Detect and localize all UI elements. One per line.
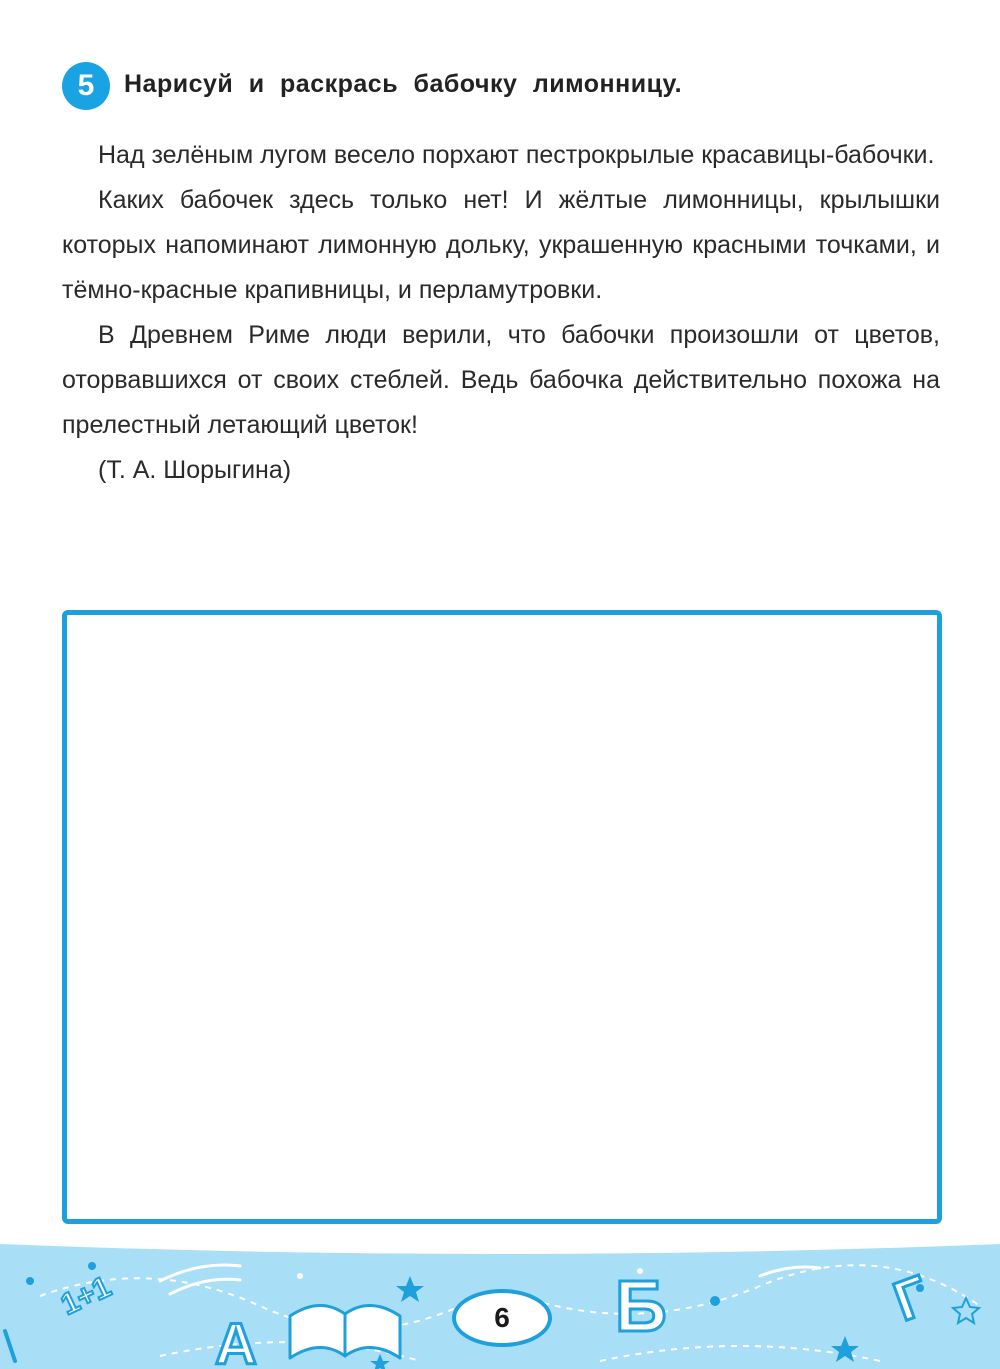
pencil-icon: [5, 1331, 15, 1361]
story-paragraph-2: Каких бабочек здесь только нет! И жёлтые лимонницы, крылышки которых напоминают лимонную дольку, украшенную красными точками, и тёмно-красные крапивницы, и перламутровки.: [62, 186, 940, 304]
task-title: Нарисуй и раскрась бабочку лимонницу.: [124, 70, 683, 98]
task-number-badge: 5: [62, 62, 110, 110]
page-number-badge: [452, 1289, 552, 1347]
book-icon: [290, 1305, 400, 1358]
page-number: 6: [494, 1302, 510, 1333]
story-author: (Т. А. Шорыгина): [98, 456, 292, 484]
drawing-area[interactable]: [62, 610, 942, 1224]
story-text: [62, 133, 940, 493]
math-icon: 1+1: [55, 1270, 117, 1322]
story-paragraph-1: Над зелёным лугом весело порхают пестрокрылые красавицы-бабочки.: [98, 141, 935, 169]
task-header: [62, 62, 942, 110]
letter-a-icon: А: [215, 1312, 257, 1369]
letter-b-icon: Б: [615, 1267, 667, 1347]
story-paragraph-3: В Древнем Риме люди верили, что бабочки произошли от цветов, оторвавшихся от своих стеблей. Ведь бабочка действительно похожа на прелестный летающий цветок!: [62, 321, 940, 439]
letter-g-icon: Г: [885, 1262, 937, 1333]
